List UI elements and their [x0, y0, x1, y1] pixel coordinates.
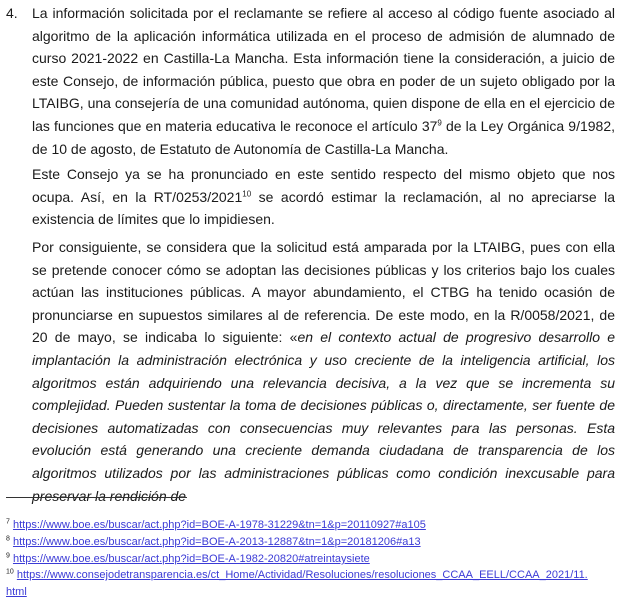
footnote-link[interactable]: https://www.consejodetransparencia.es/ct_Home/Actividad/Resoluciones/resoluciones_CCAA_EELL/CCAA_2021/11.	[16, 569, 588, 581]
footnote-7	[6, 517, 618, 533]
footnote-10-continuation	[6, 584, 618, 600]
footnote-mark: 8	[6, 535, 10, 543]
p3-quote: en el contexto actual de progresivo desarrollo e implantación la administración electrónica y uso creciente de la inteligencia artificial, los algoritmos están adquiriendo una relevancia decisiva, a la vez que se incrementa su complejidad. Pueden sustentar la toma de decisiones públicas o, directamente, ser fuente de decisiones automatizadas con consecuencias muy relevantes para las personas. Esta evolución está generando una creciente demanda ciudadana de transparencia de los algoritmos utilizados por las administraciones públicas como condición inexcusable para preservar la rendición de	[32, 329, 615, 504]
footnote-mark: 9	[6, 552, 10, 560]
footnote-ref-10[interactable]: 10	[242, 188, 252, 198]
paragraph-number: 4.	[6, 5, 18, 21]
paragraph-access-info	[32, 2, 615, 160]
paragraph-precedent	[32, 163, 615, 231]
footnote-link[interactable]: https://www.boe.es/buscar/act.php?id=BOE-A-1982-20820#atreintaysiete	[12, 553, 370, 565]
footnote-ref-9[interactable]: 9	[437, 118, 442, 128]
p1-text-b: de la Ley Orgánica 9/1982, de 10 de agosto, de Estatuto de Autonomía de Castilla-La Mancha.	[32, 117, 615, 157]
footnote-mark: 10	[6, 568, 14, 576]
p2-text-b: se acordó estimar la reclamación, al no apreciarse la existencia de límites que lo impidiesen.	[32, 188, 615, 228]
footnote-link-continuation[interactable]: html	[6, 586, 27, 598]
p2-text-a: Este Consejo ya se ha pronunciado en este sentido respecto del mismo objeto que nos ocupa. Así, en la RT/0253/2021	[32, 166, 615, 205]
footnote-separator	[6, 497, 187, 498]
footnote-link[interactable]: https://www.boe.es/buscar/act.php?id=BOE-A-2013-12887&tn=1&p=20181206#a13	[12, 536, 421, 548]
p1-text-a: La información solicitada por el reclamante se refiere al acceso al código fuente asociado al algoritmo de la aplicación informática utilizada en el proceso de admisión de alumnado de curso 2021-2022 en Castilla-La Mancha. Esta información tiene la consideración, a juicio de este Consejo, de información pública, puesto que obra en poder de un sujeto obligado por la LTAIBG, una consejería de una comunidad autónoma, quien dispone de ella en el ejercicio de las funciones que en materia educativa le reconoce el artículo 37	[32, 5, 615, 134]
footnote-10	[6, 567, 618, 583]
footnote-mark: 7	[6, 518, 10, 526]
footnote-9	[6, 551, 618, 567]
paragraph-conclusion	[32, 236, 615, 507]
footnote-link[interactable]: https://www.boe.es/buscar/act.php?id=BOE-A-1978-31229&tn=1&p=20110927#a105	[12, 519, 426, 531]
p3-text-a: Por consiguiente, se considera que la solicitud está amparada por la LTAIBG, pues con ella se pretende conocer cómo se adoptan las decisiones públicas y los criterios bajo los cuales actúan las instituciones públicas. A mayor abundamiento, el CTBG ha tenido ocasión de pronunciarse en supuestos similares al de referencia. De este modo, en la R/0058/2021, de 20 de mayo, se indicaba lo siguiente: «	[32, 239, 615, 346]
footnote-8	[6, 534, 618, 550]
